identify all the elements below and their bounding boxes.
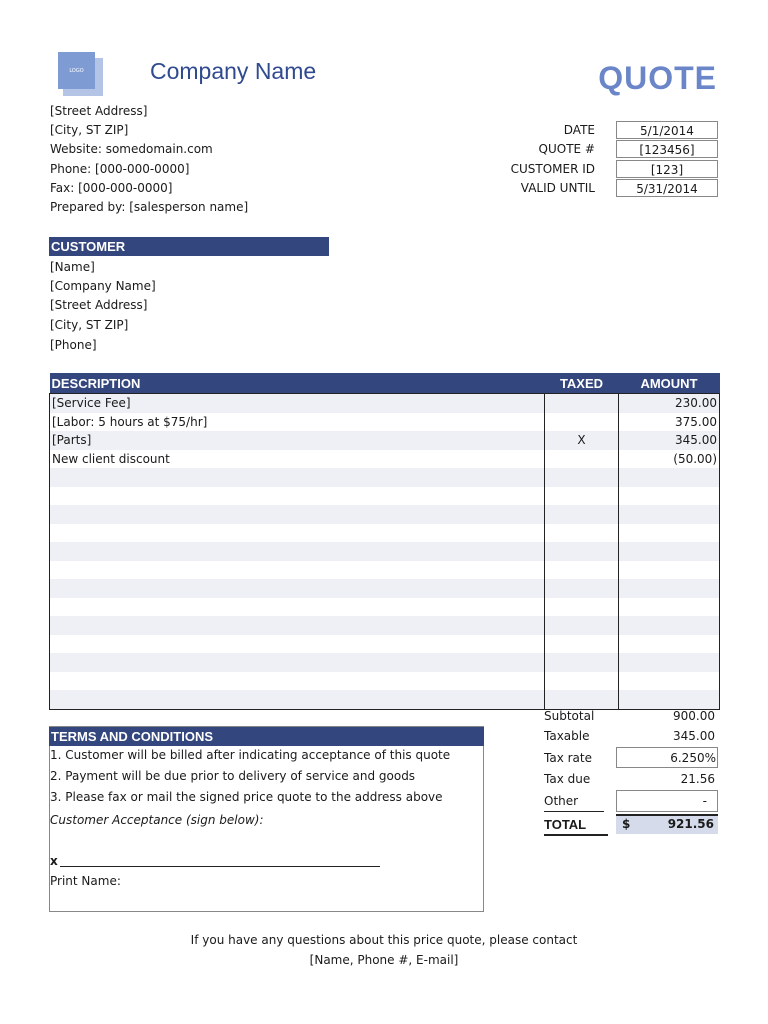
customer-id-field[interactable]: [123]: [616, 160, 718, 178]
customer-city: [City, ST ZIP]: [50, 318, 129, 332]
footer-contact-note: If you have any questions about this price quote, please contact: [190, 933, 578, 947]
valid-until-label: VALID UNTIL: [520, 181, 595, 195]
item-taxed[interactable]: [545, 394, 619, 413]
empty-row[interactable]: [50, 561, 720, 580]
item-description[interactable]: [Parts]: [50, 431, 545, 450]
tax-due-label: Tax due: [544, 772, 591, 786]
footer-contact-details: [Name, Phone #, E-mail]: [309, 953, 459, 967]
item-description[interactable]: [Labor: 5 hours at $75/hr]: [52, 414, 208, 429]
tax-rate-field[interactable]: 6.250%: [616, 747, 718, 768]
customer-heading: CUSTOMER: [49, 237, 329, 256]
empty-row[interactable]: [50, 616, 720, 635]
item-amount[interactable]: (50.00): [619, 450, 720, 469]
sender-fax: Fax: [000-000-0000]: [50, 181, 173, 195]
customer-company: [Company Name]: [50, 279, 156, 293]
taxed-header: TAXED: [545, 373, 619, 394]
tax-rate-label: Tax rate: [544, 751, 592, 765]
company-name: Company Name: [150, 58, 317, 84]
taxable-value: 345.00: [673, 729, 715, 743]
empty-row[interactable]: [50, 598, 720, 617]
empty-row[interactable]: [50, 505, 720, 524]
table-row[interactable]: [50, 431, 720, 450]
empty-row[interactable]: [50, 542, 720, 561]
amount-header: AMOUNT: [619, 373, 720, 394]
empty-row[interactable]: [50, 468, 720, 487]
sender-phone: Phone: [000-000-0000]: [50, 162, 190, 176]
total-label: TOTAL: [544, 817, 587, 832]
item-amount[interactable]: 230.00: [619, 394, 720, 413]
prepared-by: Prepared by: [salesperson name]: [50, 200, 249, 214]
term-2: 2. Payment will be due prior to delivery of service and goods: [50, 769, 416, 783]
date-label: DATE: [563, 123, 595, 137]
total-underline: [544, 834, 608, 836]
customer-phone: [Phone]: [50, 338, 97, 352]
item-taxed[interactable]: X: [545, 431, 619, 450]
term-3: 3. Please fax or mail the signed price quote to the address above: [50, 790, 443, 804]
quote-number-label: QUOTE #: [538, 142, 595, 156]
terms-heading: TERMS AND CONDITIONS: [49, 727, 484, 746]
empty-row[interactable]: [50, 524, 720, 543]
description-header: DESCRIPTION: [50, 373, 545, 394]
table-row[interactable]: [50, 413, 720, 432]
empty-row[interactable]: [50, 653, 720, 672]
other-label: Other: [544, 792, 604, 812]
customer-id-label: CUSTOMER ID: [510, 162, 595, 176]
document-title: QUOTE: [598, 60, 717, 96]
other-field[interactable]: -: [616, 790, 718, 812]
table-row[interactable]: [50, 450, 720, 469]
term-1: 1. Customer will be billed after indicating acceptance of this quote: [50, 748, 451, 762]
item-taxed[interactable]: [545, 413, 619, 432]
acceptance-label: Customer Acceptance (sign below):: [50, 813, 264, 827]
date-field[interactable]: 5/1/2014: [616, 121, 718, 139]
total-currency: $: [622, 817, 631, 831]
empty-row[interactable]: [50, 672, 720, 691]
line-items-table: [49, 373, 720, 710]
customer-street: [Street Address]: [50, 298, 148, 312]
item-description[interactable]: New client discount: [52, 451, 170, 466]
tax-due-value: 21.56: [680, 772, 715, 786]
item-amount[interactable]: 345.00: [619, 431, 720, 450]
sender-street: [Street Address]: [50, 104, 148, 118]
sender-website: Website: somedomain.com: [50, 142, 213, 156]
valid-until-field[interactable]: 5/31/2014: [616, 179, 718, 197]
total-box: [616, 814, 718, 834]
signature-line[interactable]: [60, 866, 380, 867]
taxable-label: Taxable: [544, 729, 590, 743]
print-name-label: Print Name:: [50, 874, 121, 888]
quote-number-field[interactable]: [123456]: [616, 140, 718, 158]
table-row[interactable]: [50, 394, 720, 413]
item-description[interactable]: [Service Fee]: [50, 394, 545, 413]
customer-name: [Name]: [50, 260, 95, 274]
sender-city: [City, ST ZIP]: [50, 123, 129, 137]
total-value: 921.56: [667, 817, 714, 831]
subtotal-label: Subtotal: [544, 709, 595, 723]
table-header-row: [50, 373, 720, 394]
empty-row[interactable]: [50, 635, 720, 654]
logo-text: LOGO: [69, 67, 84, 74]
company-logo: [58, 52, 95, 89]
empty-row[interactable]: [50, 579, 720, 598]
empty-row[interactable]: [50, 487, 720, 506]
item-amount[interactable]: 375.00: [619, 413, 720, 432]
signature-x: x: [50, 854, 58, 868]
subtotal-value: 900.00: [673, 709, 715, 723]
item-taxed[interactable]: [545, 450, 619, 469]
